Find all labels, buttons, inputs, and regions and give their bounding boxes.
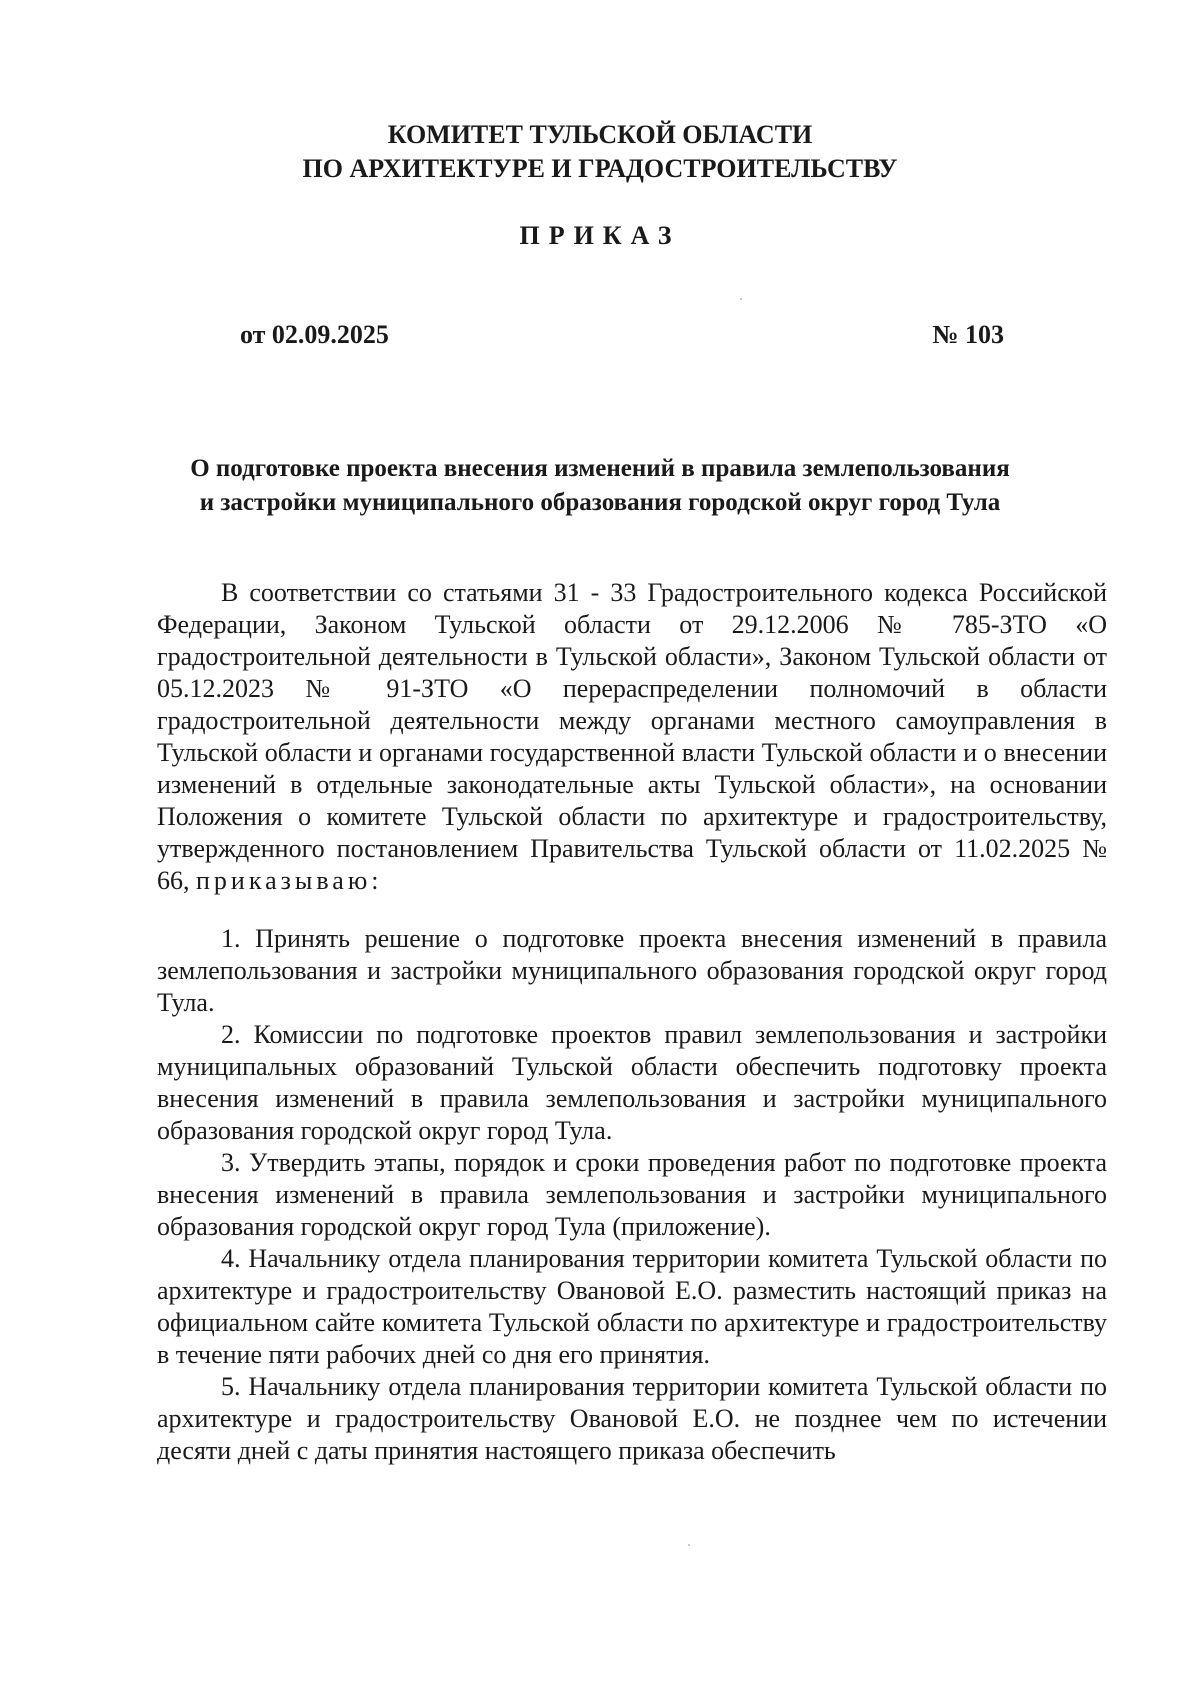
document-subject (0, 452, 1200, 520)
scan-speck (688, 1544, 690, 1546)
order-item-2: 2. Комиссии по подготовке проектов правил землепользования и застройки муниципальных образований Тульской области обеспечить подготовку проекта внесения изменений в правила землепользования и застройки муниципального образования городской округ город Тула. (157, 1020, 1107, 1145)
document-type: ПРИКАЗ (519, 221, 681, 250)
organization-line-1: КОМИТЕТ ТУЛЬСКОЙ ОБЛАСТИ (387, 120, 813, 149)
order-item-4: 4. Начальнику отдела планирования территории комитета Тульской области по архитектуре и градостроительству Овановой Е.О. разместить настоящий приказ на официальном сайте комитета Тульской области по архитектуре и градостроительству в течение пяти рабочих дней со дня его принятия. (157, 1244, 1107, 1369)
organization-line-2: ПО АРХИТЕКТУРЕ И ГРАДОСТРОИТЕЛЬСТВУ (302, 154, 898, 183)
subject-line-1: О подготовке проекта внесения изменений в правила землепользования (190, 455, 1010, 482)
document-body (157, 577, 1107, 1467)
document-number: № 103 (932, 320, 1004, 349)
scan-speck (740, 298, 742, 300)
order-item-3: 3. Утвердить этапы, порядок и сроки проведения работ по подготовке проекта внесения изменений в правила землепользования и застройки муниципального образования городской округ город Тула (приложение). (157, 1148, 1107, 1241)
order-item-1: 1. Принять решение о подготовке проекта внесения изменений в правила землепользования и застройки муниципального образования городской округ город Тула. (157, 924, 1107, 1017)
preamble-paragraph (157, 577, 1107, 897)
document-date: от 02.09.2025 (240, 320, 389, 349)
preamble-text: В соответствии со статьями 31 - 33 Градостроительного кодекса Российской Федерации, Законом Тульской области от 29.12.2006 № 785-ЗТО «О градостроительной деятельности в Тульской области», Законом Тульской области от 05.12.2023 № 91-ЗТО «О перераспределении полномочий в области градостроительной деятельности между органами местного самоуправления в Тульской области и органами государственной власти Тульской области и о внесении изменений в отдельные законодательные акты Тульской области», на основании Положения о комитете Тульской области по архитектуре и градостроительству, утвержденного постановлением Правительства Тульской области от 11.02.2025 № 66, (157, 578, 1107, 895)
order-item-5: 5. Начальнику отдела планирования территории комитета Тульской области по архитектуре и градостроительству Овановой Е.О. не позднее чем по истечении десяти дней с даты принятия настоящего приказа обеспечить (157, 1372, 1107, 1465)
order-word: приказываю: (196, 866, 383, 895)
organization-name (0, 118, 1200, 186)
subject-line-2: и застройки муниципального образования городской округ город Тула (199, 489, 1001, 516)
